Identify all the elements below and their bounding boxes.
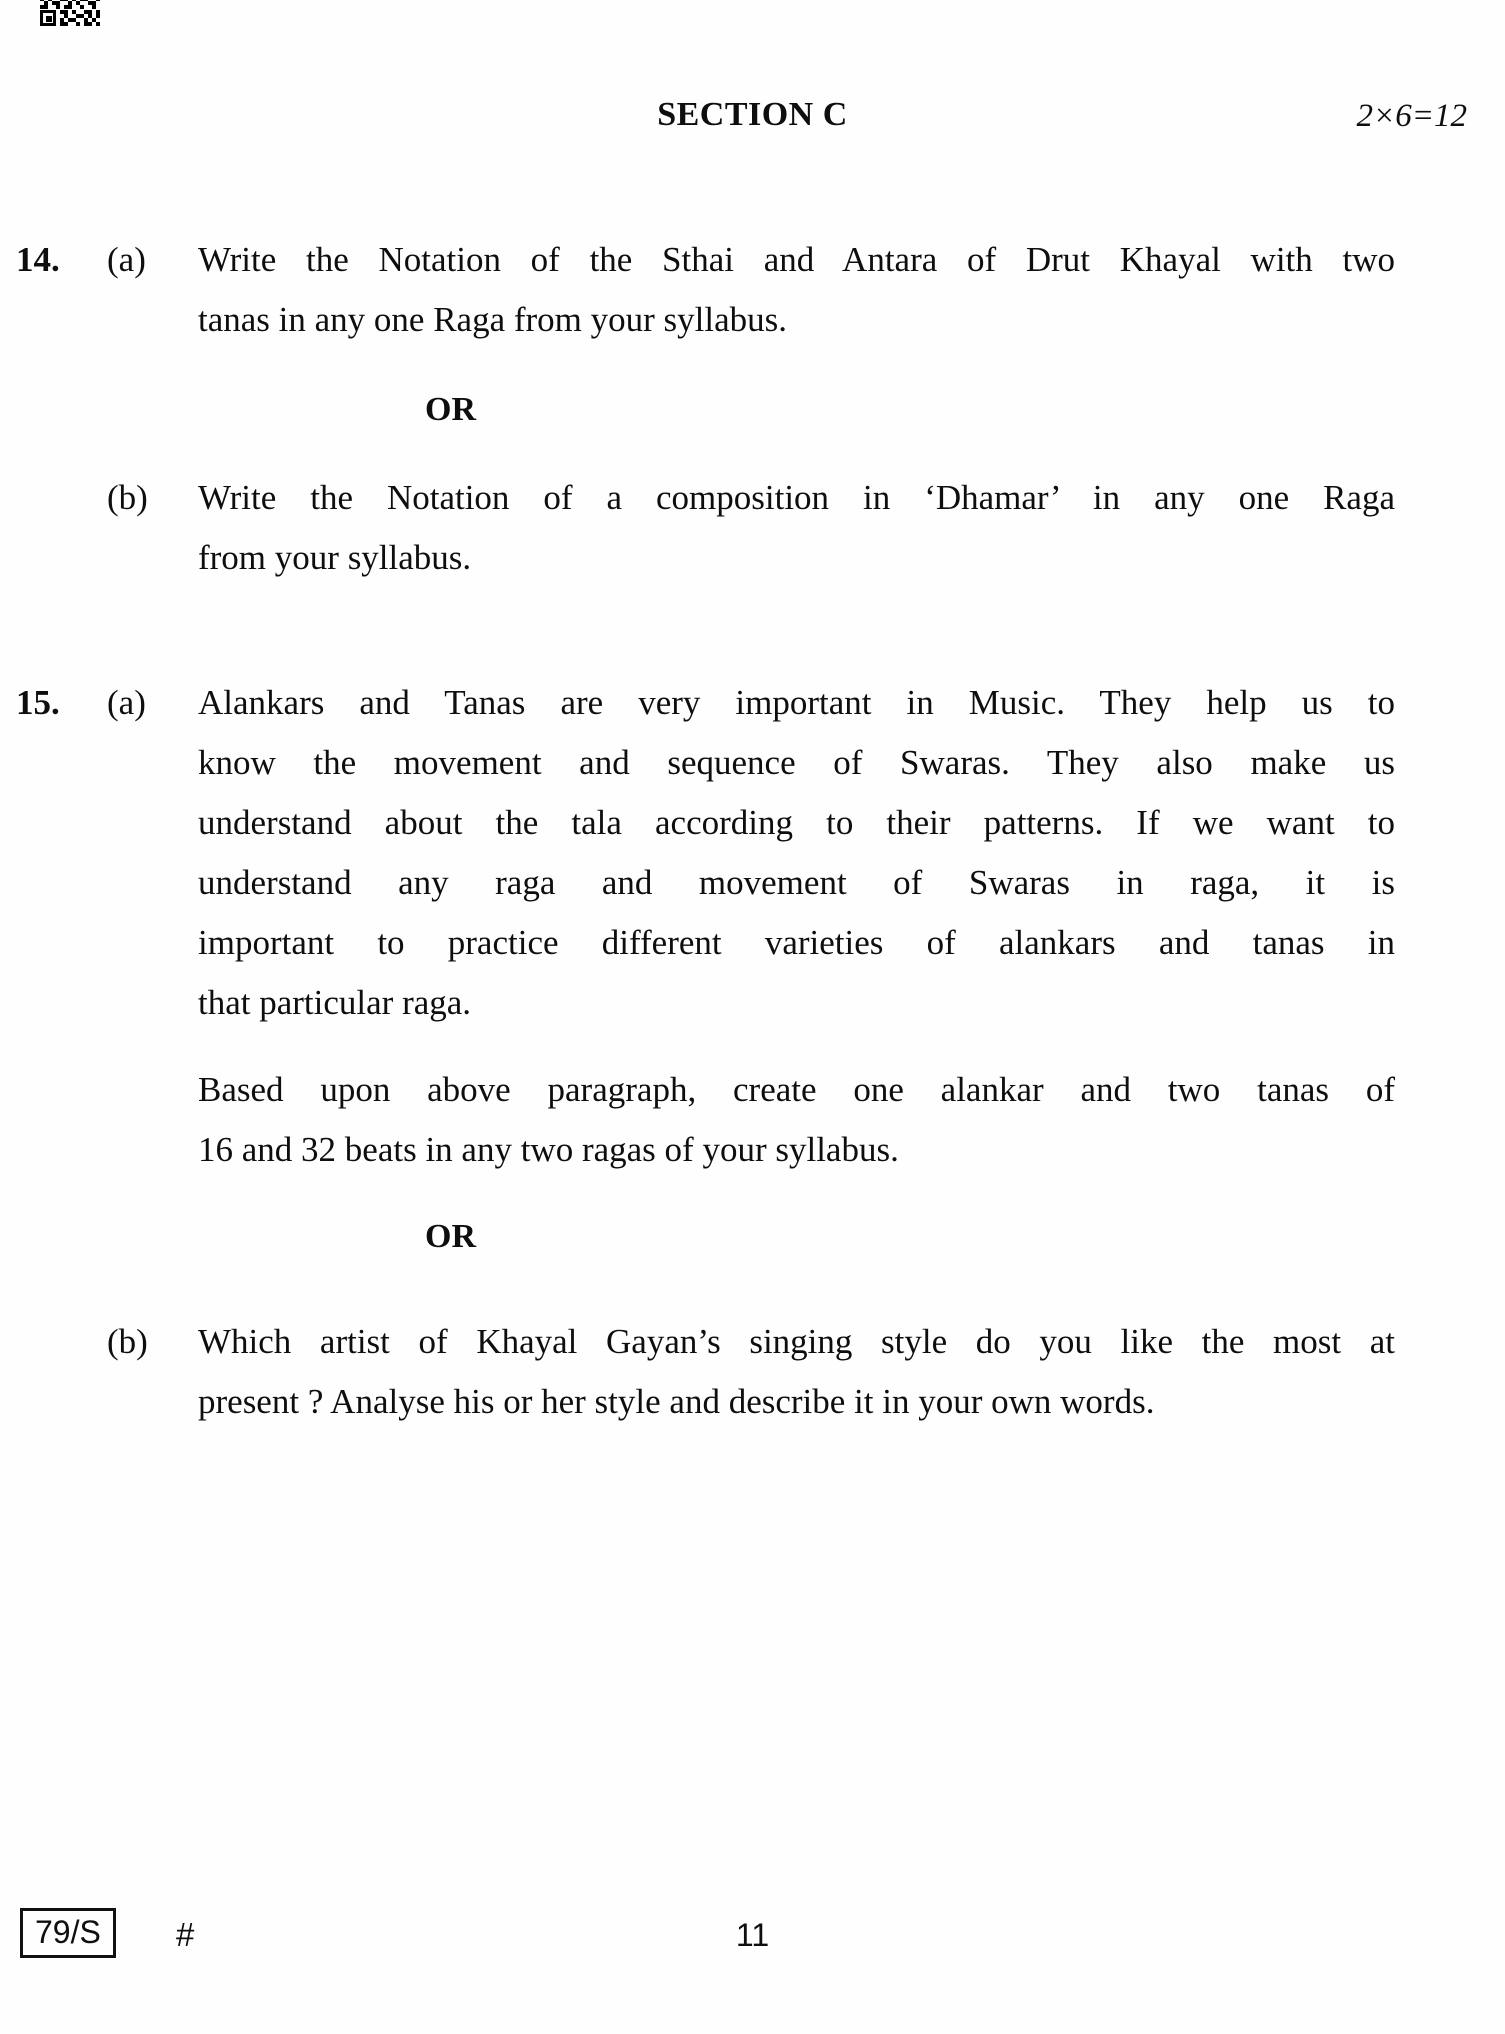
hash-mark: # — [176, 1916, 195, 1953]
paper-code-badge: 79/S — [20, 1908, 116, 1958]
question-number — [16, 1312, 107, 1432]
text-line: Write the Notation of the Sthai and Antara of Drut Khayal with two — [198, 240, 1395, 279]
marks-scheme-label: 2×6=12 — [1356, 98, 1467, 134]
question-text — [198, 673, 1395, 1180]
question-text — [198, 468, 1395, 588]
text-line: that particular raga. — [198, 983, 472, 1022]
text-line: know the movement and sequence of Swaras. They also make us — [198, 743, 1395, 782]
question-14-part-a — [0, 230, 1505, 350]
section-title: SECTION C — [657, 96, 848, 133]
question-number: 15. — [16, 683, 60, 722]
page-footer — [0, 1906, 1505, 1966]
text-line: understand any raga and movement of Swaras in raga, it is — [198, 863, 1395, 902]
part-label: (b) — [107, 478, 148, 517]
page-header — [0, 0, 1505, 138]
text-line: understand about the tala according to their patterns. If we want to — [198, 803, 1395, 842]
text-line: Write the Notation of a composition in ‘Dhamar’ in any one Raga — [198, 478, 1395, 517]
text-line: from your syllabus. — [198, 538, 472, 577]
question-number: 14. — [16, 240, 60, 279]
question-text — [198, 1312, 1395, 1432]
text-line: 16 and 32 beats in any two ragas of your syllabus. — [198, 1130, 899, 1169]
or-separator: OR — [425, 391, 476, 428]
text-line: present ? Analyse his or her style and describe it in your own words. — [198, 1382, 1155, 1421]
question-paragraph — [198, 1060, 1395, 1180]
part-label: (b) — [107, 1322, 148, 1361]
part-label: (a) — [107, 683, 146, 722]
question-15-part-b — [0, 1312, 1505, 1432]
part-label: (a) — [107, 240, 146, 279]
question-15 — [0, 673, 1505, 1432]
question-14-part-b — [0, 468, 1505, 588]
or-separator: OR — [425, 1218, 476, 1255]
question-text — [198, 230, 1395, 350]
page-number: 11 — [735, 1917, 770, 1953]
text-line: important to practice different varieties of alankars and tanas in — [198, 923, 1395, 962]
question-15-part-a — [0, 673, 1505, 1180]
text-line: Alankars and Tanas are very important in Music. They help us to — [198, 683, 1395, 722]
question-number — [16, 468, 107, 588]
text-line: Based upon above paragraph, create one alankar and two tanas of — [198, 1070, 1395, 1109]
question-14 — [0, 230, 1505, 588]
text-line: tanas in any one Raga from your syllabus. — [198, 300, 788, 339]
text-line: Which artist of Khayal Gayan’s singing style do you like the most at — [198, 1322, 1395, 1361]
